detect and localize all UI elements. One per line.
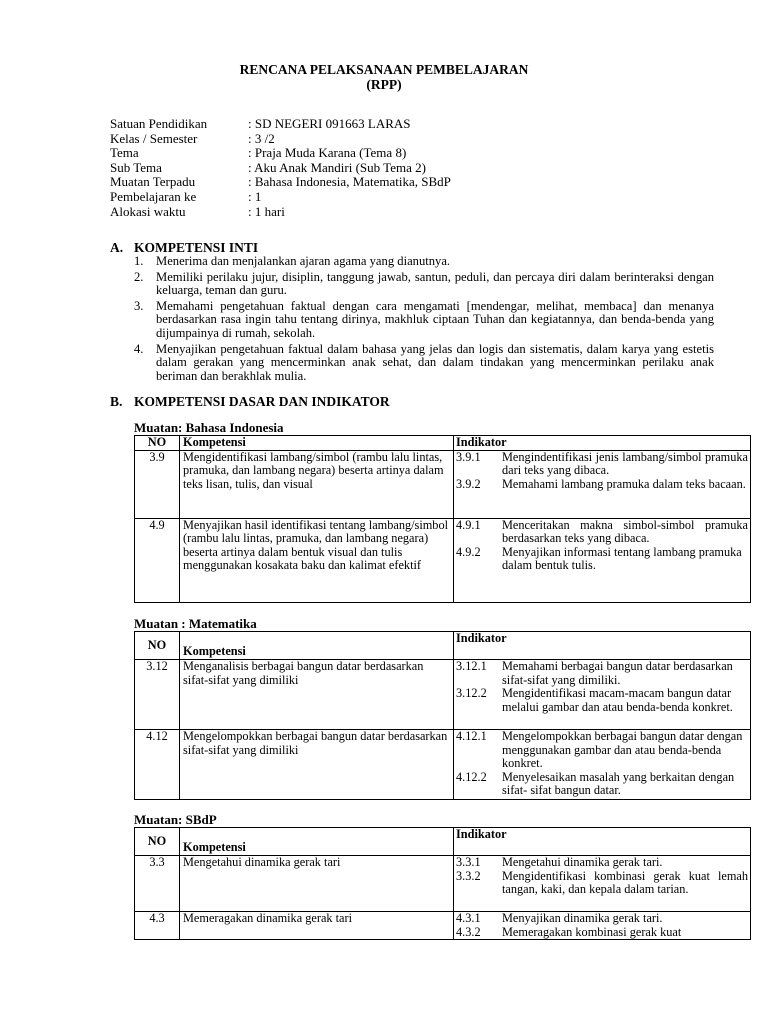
indikator-item: 4.3.2 Memeragakan kombinasi gerak kuat: [456, 924, 682, 939]
table-header-row: [135, 436, 751, 451]
indikator-item: 3.3.1 Mengetahui dinamika gerak tari.: [456, 855, 663, 869]
indikator-item: 4.3.1 Menyajikan dinamika gerak tari.: [456, 911, 663, 925]
table-header-row: [135, 632, 751, 660]
section-a-heading: A. KOMPETENSI INTI: [110, 240, 259, 255]
muatan-sbdp-caption: Muatan: SBdP: [134, 812, 217, 827]
identity-row: Pembelajaran ke : 1: [110, 188, 262, 204]
col-kompetensi: Kompetensi: [180, 436, 454, 451]
col-kompetensi: Kompetensi: [180, 828, 454, 856]
indikator-item: 4.12.2 Menyelesaikan masalah yang berkaitan dengan sifat- sifat bangun datar.: [456, 769, 735, 798]
table-header-row: [135, 828, 751, 856]
bahasa-table: [134, 435, 751, 603]
identity-row: Sub Tema : Aku Anak Mandiri (Sub Tema 2): [110, 159, 426, 175]
muatan-bahasa-caption: Muatan: Bahasa Indonesia: [134, 420, 284, 435]
indikator-item: 4.12.1 Mengelompokkan berbagai bangun datar dengan menggunakan gambar dan atau benda-benda konkret.: [456, 729, 743, 771]
col-kompetensi: Kompetensi: [180, 632, 454, 660]
identity-row: Alokasi waktu : 1 hari: [110, 203, 285, 219]
identity-row: Muatan Terpadu : Bahasa Indonesia, Matematika, SBdP: [110, 174, 451, 190]
identity-row: Satuan Pendidikan : SD NEGERI 091663 LARAS: [110, 116, 411, 131]
table-row: 3.12 Menganalisis berbagai bangun datar berdasarkan sifat-sifat yang dimiliki 3.12.1 Memahami berbagai bangun datar berdasarkan sifat-sifat yang dimiliki. 3.12.2 Mengidentifikasi macam-macam bangun datar melalui gambar dan atau benda-benda konkret.: [135, 660, 751, 730]
indikator-item: 3.12.2 Mengidentifikasi macam-macam bangun datar melalui gambar dan atau benda-benda konkret.: [456, 686, 733, 714]
muatan-matematika-caption: Muatan : Matematika: [134, 616, 257, 631]
list-item: 2. Memiliki perilaku jujur, disiplin, tanggung jawab, santun, peduli, dan percaya diri dalam berinteraksi dengan keluarga, teman dan guru.: [134, 269, 714, 298]
indikator-item: 3.9.1 Mengindentifikasi jenis lambang/simbol pramuka dari teks yang dibaca.: [456, 449, 748, 478]
col-indikator: Indikator: [454, 632, 751, 660]
list-item: 4. Menyajikan pengetahuan faktual dalam bahasa yang jelas dan logis dan sistematis, dalam karya yang estetis dalam gerakan yang mencerminkan anak sehat, dan dalam tindakan yang mencerminkan perilaku anak beriman dan berakhlak mulia.: [134, 341, 714, 383]
indikator-item: 4.9.1 Menceritakan makna simbol-simbol pramuka berdasarkan teks yang dibaca.: [456, 517, 748, 546]
table-row: 4.9 Menyajikan hasil identifikasi tentang lambang/simbol (rambu lalu lintas, pramuka, dan lambang negara) beserta artinya dalam bentuk visual dan tulis menggunakan kosakata baku dan kalimat efektif 4.9.1 Menceritakan makna simbol-simbol pramuka berdasarkan teks yang dibaca. 4.9.2 Menyajikan informasi tentang lambang pramuka dalam bentuk tulis.: [135, 518, 751, 602]
indikator-item: 3.12.1 Memahami berbagai bangun datar berdasarkan sifat-sifat yang dimiliki.: [456, 659, 733, 687]
identity-row: Kelas / Semester : 3 /2: [110, 130, 275, 146]
indikator-item: 4.9.2 Menyajikan informasi tentang lambang pramuka dalam bentuk tulis.: [456, 544, 742, 573]
table-row: 3.9 Mengidentifikasi lambang/simbol (rambu lalu lintas, pramuka, dan lambang negara) beserta artinya dalam teks lisan, tulis, dan visual 3.9.1 Mengindentifikasi jenis lambang/simbol pramuka dari teks yang dibaca. 3.9.2 Memahami lambang pramuka dalam teks bacaan.: [135, 450, 751, 518]
table-row: 4.12 Mengelompokkan berbagai bangun datar berdasarkan sifat-sifat yang dimiliki 4.12.1 Mengelompokkan berbagai bangun datar dengan menggunakan gambar dan atau benda-benda konkret. 4.12.2 Menyelesaikan masalah yang berkaitan dengan sifat- sifat bangun datar.: [135, 730, 751, 800]
list-item: 1. Menerima dan menjalankan ajaran agama yang dianutnya.: [134, 254, 451, 268]
table-row: 3.3 Mengetahui dinamika gerak tari 3.3.1 Mengetahui dinamika gerak tari. 3.3.2 Mengidentifikasi kombinasi gerak kuat lemah tangan, kaki, dan kepala dalam tarian.: [135, 856, 751, 912]
col-no: NO: [135, 632, 180, 660]
identity-row: Tema : Praja Muda Karana (Tema 8): [110, 145, 407, 161]
indikator-item: 3.9.2 Memahami lambang pramuka dalam teks bacaan.: [456, 476, 746, 491]
document-title: RENCANA PELAKSANAAN PEMBELAJARAN: [239, 62, 529, 77]
section-b-heading: B. KOMPETENSI DASAR DAN INDIKATOR: [110, 394, 390, 409]
matematika-table: [134, 631, 751, 800]
list-item: 3. Memahami pengetahuan faktual dengan cara mengamati [mendengar, melihat, membaca] dan menanya berdasarkan rasa ingin tahu tentang dirinya, makhluk ciptaan Tuhan dan kegiatannya, dan benda-benda yang dijumpainya di rumah, sekolah.: [134, 298, 714, 340]
sbdp-table: [134, 827, 751, 940]
col-indikator: Indikator: [454, 828, 751, 856]
document-subtitle: (RPP): [366, 77, 402, 92]
col-no: NO: [135, 828, 180, 856]
col-no: NO: [135, 436, 180, 451]
kompetensi-inti-list: [134, 255, 714, 385]
identity-block: [110, 117, 451, 219]
table-row: 4.3 Memeragakan dinamika gerak tari 4.3.1 Menyajikan dinamika gerak tari. 4.3.2 Memeragakan kombinasi gerak kuat: [135, 912, 751, 940]
col-indikator: Indikator: [454, 436, 751, 451]
indikator-item: 3.3.2 Mengidentifikasi kombinasi gerak kuat lemah tangan, kaki, dan kepala dalam tarian.: [456, 868, 748, 897]
